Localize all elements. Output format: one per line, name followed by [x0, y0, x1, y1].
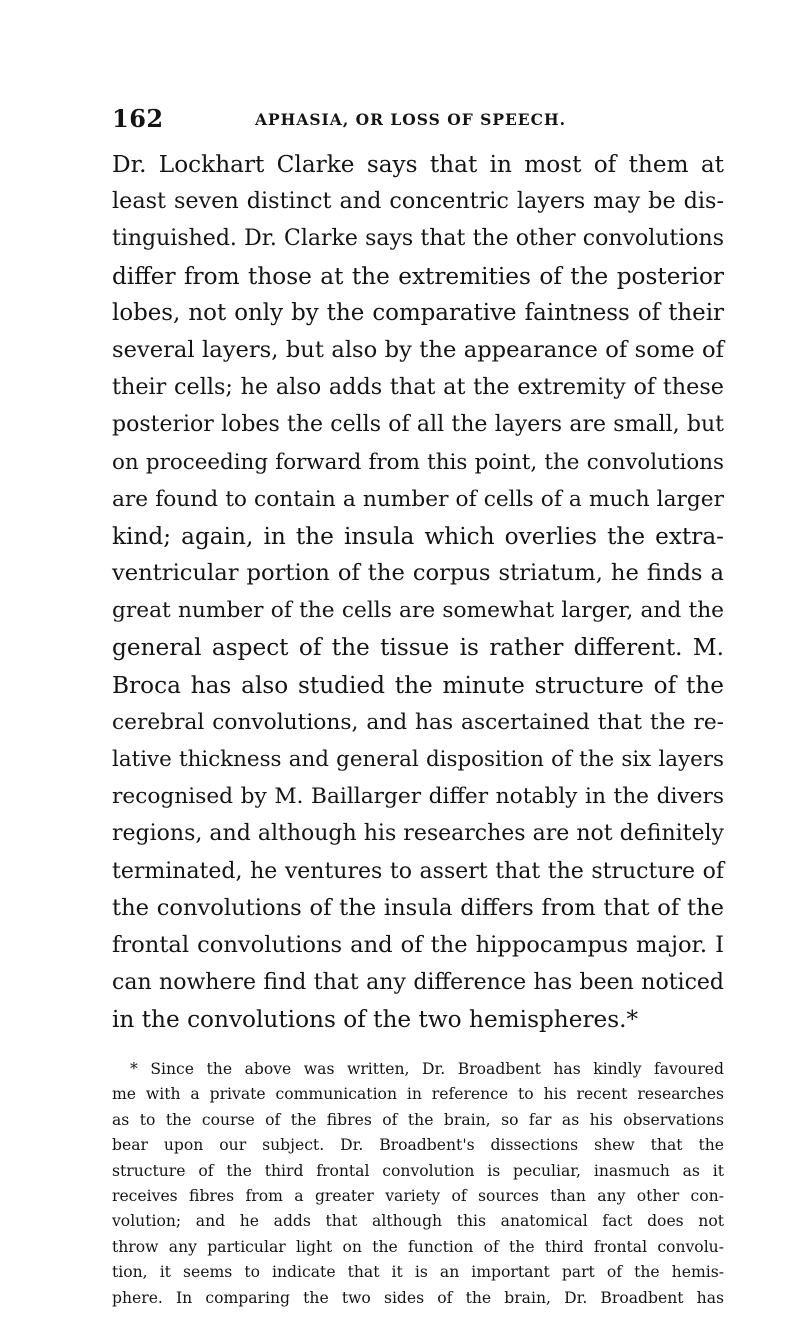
- body-line: great number of the cells are somewhat larger, and the: [112, 598, 724, 624]
- footnote-line: volution; and he adds that although this anatomical fact does not: [112, 1212, 724, 1231]
- body-line: on proceeding forward from this point, the convolutions: [112, 449, 724, 475]
- footnote-line: me with a private communication in reference to his recent researches: [112, 1085, 724, 1104]
- body-line: kind; again, in the insula which overlies the extra-: [112, 522, 724, 550]
- footnote-line: phere. In comparing the two sides of the brain, Dr. Broadbent has: [112, 1288, 724, 1307]
- running-title: APHASIA, OR LOSS OF SPEECH.: [255, 110, 566, 129]
- body-line: Broca has also studied the minute structure of the: [112, 671, 724, 699]
- body-line: general aspect of the tissue is rather different. M.: [112, 634, 724, 662]
- footnote-line: * Since the above was written, Dr. Broadbent has kindly favoured: [130, 1060, 724, 1078]
- footnote-line: structure of the third frontal convolution is peculiar, inasmuch as it: [112, 1161, 724, 1180]
- body-line: Dr. Lockhart Clarke says that in most of them at: [112, 151, 724, 178]
- running-head: [112, 100, 722, 140]
- body-line: recognised by M. Baillarger differ notably in the divers: [112, 784, 724, 810]
- body-line: lative thickness and general disposition of the six layers: [112, 747, 724, 772]
- body-line: lobes, not only by the comparative faintness of their: [112, 299, 724, 326]
- body-line: differ from those at the extremities of the posterior: [112, 262, 724, 290]
- body-line: are found to contain a number of cells of a much larger: [112, 486, 724, 512]
- body-line: tinguished. Dr. Clarke says that the other convolutions: [112, 226, 724, 252]
- body-line: terminated, he ventures to assert that the structure of: [112, 858, 724, 884]
- footnote-line: receives fibres from a greater variety of sources than any other con-: [112, 1186, 724, 1205]
- footnote: [112, 1057, 724, 1311]
- body-line: least seven distinct and concentric layers may be dis-: [112, 188, 724, 215]
- body-text: [112, 146, 724, 1039]
- body-line: regions, and although his researches are not definitely: [112, 821, 724, 847]
- body-line: the convolutions of the insula differs from that of the: [112, 894, 724, 921]
- body-line: cerebral convolutions, and has ascertained that the re-: [112, 709, 724, 735]
- footnote-line: tion, it seems to indicate that it is an important part of the hemis-: [112, 1263, 724, 1282]
- body-line: in the convolutions of the two hemispheres.*: [112, 1006, 639, 1034]
- footnote-line: bear upon our subject. Dr. Broadbent's dissections shew that the: [112, 1136, 724, 1155]
- footnote-line: throw any particular light on the function of the third frontal convolu-: [112, 1237, 724, 1256]
- body-line: several layers, but also by the appearance of some of: [112, 336, 724, 363]
- body-line: can nowhere find that any difference has been noticed: [112, 970, 724, 996]
- body-line: ventricular portion of the corpus striatum, he finds a: [112, 560, 724, 587]
- footnote-line: as to the course of the fibres of the brain, so far as his observations: [112, 1110, 724, 1129]
- body-line: frontal convolutions and of the hippocampus major. I: [112, 931, 724, 958]
- page-number: 162: [112, 104, 164, 133]
- body-line: posterior lobes the cells of all the layers are small, but: [112, 412, 724, 438]
- body-line: their cells; he also adds that at the extremity of these: [112, 374, 724, 401]
